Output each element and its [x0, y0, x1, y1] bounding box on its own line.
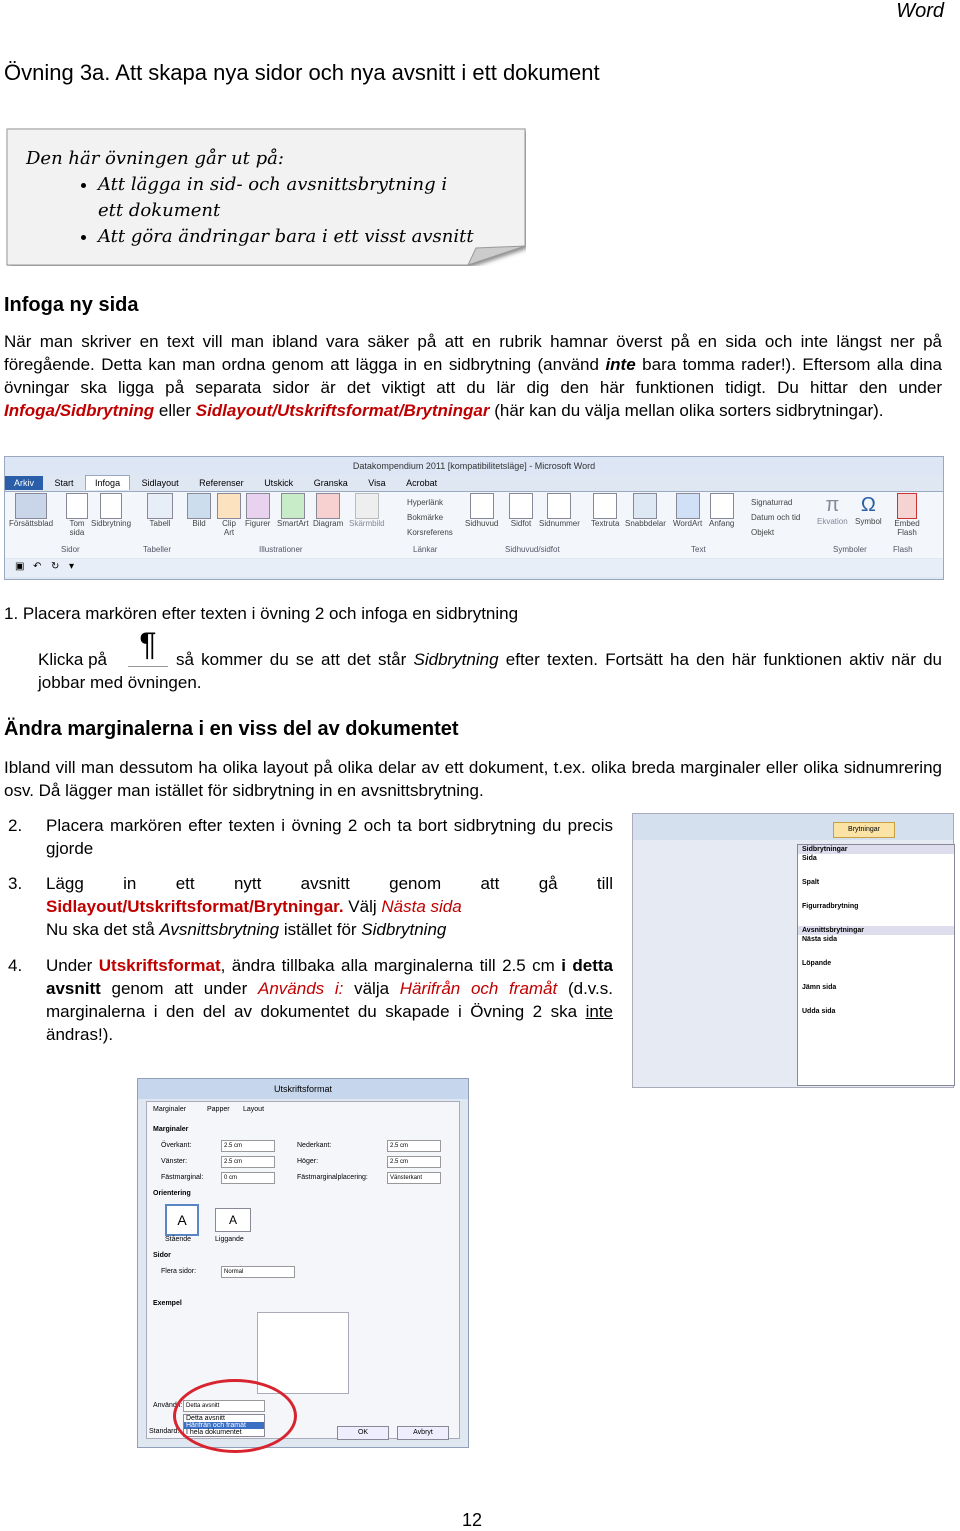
- ribbon-button[interactable]: π Ekvation: [817, 494, 848, 526]
- ribbon-window-title: Datakompendium 2011 [kompatibilitetsläge] - Microsoft Word: [5, 457, 943, 475]
- undo-icon[interactable]: ↶: [33, 561, 42, 572]
- text-run: inte: [585, 1002, 613, 1021]
- ribbon-button[interactable]: Sidnummer: [539, 493, 580, 528]
- redo-icon[interactable]: ↻: [51, 561, 60, 572]
- text-run: Välj: [343, 897, 382, 916]
- text-run: (d.v.s. marginalerna i den del av dokumentet du skapade i Övning 2 ska: [46, 979, 613, 1021]
- ribbon-tab[interactable]: Arkiv: [5, 476, 43, 490]
- bottom-margin-field[interactable]: 2.5 cm: [387, 1140, 441, 1152]
- ribbon-tab[interactable]: Granska: [313, 478, 348, 488]
- text-run: Avsnittsbrytning: [159, 920, 280, 939]
- right-margin-field[interactable]: 2.5 cm: [387, 1156, 441, 1168]
- landscape-icon[interactable]: A: [215, 1208, 251, 1232]
- preview-page: [257, 1312, 349, 1394]
- field-label: Flera sidor:: [161, 1268, 197, 1275]
- text-run: inte: [605, 355, 636, 374]
- landscape-label: Liggande: [215, 1236, 244, 1243]
- ribbon-group-label: Text: [691, 545, 706, 554]
- step-number: 4.: [8, 956, 23, 975]
- ribbon-button[interactable]: WordArt: [673, 493, 702, 528]
- group-label: Sidor: [153, 1252, 171, 1259]
- text-run: , ändra tillbaka alla marginalerna till 2.5 cm: [220, 956, 562, 975]
- text-run: Används i:: [258, 979, 344, 998]
- apply-to-select[interactable]: Detta avsnitt: [183, 1400, 265, 1412]
- cancel-button[interactable]: Avbryt: [397, 1426, 449, 1440]
- breaks-menu: [797, 844, 955, 1086]
- group-label: Orientering: [153, 1190, 191, 1197]
- ribbon-button[interactable]: Bild: [187, 493, 211, 528]
- ribbon-button[interactable]: Ω Symbol: [855, 494, 882, 526]
- dialog-tab[interactable]: Papper: [207, 1106, 230, 1113]
- menu-heading: Avsnittsbrytningar: [798, 926, 954, 935]
- ribbon-button[interactable]: SmartArt: [277, 493, 309, 528]
- step-number: 2.: [8, 816, 23, 835]
- ribbon-tab[interactable]: Referenser: [199, 478, 244, 488]
- field-label: Överkant:: [161, 1142, 192, 1149]
- field-label: Vänster:: [161, 1158, 188, 1165]
- breaks-menu-screenshot: [632, 813, 954, 1088]
- callout-item: • Att göra ändringar bara i ett visst avsnitt: [98, 224, 474, 250]
- ribbon-button[interactable]: Försättsblad: [9, 493, 53, 528]
- step-1-text: 1. Placera markören efter texten i övning 2 och infoga en sidbrytning: [4, 604, 519, 623]
- menu-item[interactable]: Löpande: [802, 960, 832, 967]
- text-run: efter texten. Fortsätt ha den här funktionen aktiv när du jobbar med övningen.: [38, 650, 942, 692]
- ribbon-group-label: Tabeller: [143, 545, 172, 554]
- step-3-text: [46, 872, 613, 941]
- menu-item[interactable]: Udda sida: [802, 1008, 836, 1015]
- quick-access-toolbar: [5, 559, 943, 577]
- menu-heading: Sidbrytningar: [798, 845, 954, 854]
- text-run: Utskriftsformat: [98, 956, 221, 975]
- ribbon-tabs: [5, 475, 943, 491]
- ribbon-strip: [633, 814, 953, 840]
- ribbon-button[interactable]: Figurer: [245, 493, 270, 528]
- ribbon-button[interactable]: Diagram: [313, 493, 343, 528]
- ribbon-button[interactable]: Sidhuvud: [465, 493, 498, 528]
- ribbon-tab[interactable]: Sidlayout: [141, 478, 179, 488]
- text-run: välja: [343, 979, 400, 998]
- section-paragraph: Ibland vill man dessutom ha olika layout på olika delar av ett dokument, t.ex. olika breda marginaler eller olika sidnumrering osv. Då lägger man istället för sidbrytning in en avsnittsbrytning.: [4, 758, 942, 800]
- field-label: Fästmarginalplacering:: [297, 1174, 368, 1181]
- text-run: Sidbrytning: [413, 650, 499, 669]
- menu-item[interactable]: Jämn sida: [802, 984, 837, 991]
- ribbon-button[interactable]: Embed Flash: [893, 493, 921, 537]
- text-run: (här kan du välja mellan olika sorters sidbrytningar).: [489, 401, 884, 420]
- menu-item[interactable]: Figurradbrytning: [802, 903, 859, 910]
- menu-item[interactable]: Sida: [802, 855, 817, 862]
- field-label: Använd i:: [153, 1402, 183, 1409]
- text-run: Under: [46, 956, 99, 975]
- dropdown-option[interactable]: I hela dokumentet: [186, 1429, 242, 1436]
- portrait-label: Stående: [165, 1236, 192, 1243]
- menu-item[interactable]: Nästa sida: [802, 936, 838, 943]
- gutter-field[interactable]: 0 cm: [221, 1172, 275, 1184]
- ribbon-group-label: Sidor: [61, 545, 80, 554]
- step-1-rest: [38, 648, 942, 694]
- multiple-pages-select[interactable]: Normal: [221, 1266, 295, 1278]
- ribbon-group-label: Symboler: [833, 545, 867, 554]
- text-run: Infoga/Sidbrytning: [4, 401, 155, 420]
- text-run: Lägg in ett nytt avsnitt genom att gå till: [46, 874, 613, 893]
- section-heading: Ändra marginalerna i en viss del av dokumentet: [4, 718, 459, 740]
- ribbon-tab[interactable]: Utskick: [264, 478, 294, 488]
- dialog-tab[interactable]: Marginaler: [153, 1106, 187, 1113]
- menu-item[interactable]: Spalt: [802, 879, 820, 886]
- ribbon-screenshot: [4, 456, 944, 580]
- ribbon-tab[interactable]: Infoga: [85, 475, 130, 490]
- text-run: Sidlayout/Utskriftsformat/Brytningar.: [46, 897, 344, 916]
- ribbon-button[interactable]: Skärmbild: [349, 493, 385, 528]
- gutter-position-select[interactable]: Vänsterkant: [387, 1172, 441, 1184]
- group-label: Marginaler: [153, 1126, 189, 1133]
- ribbon-tab[interactable]: Start: [54, 478, 74, 488]
- default-button[interactable]: Standard...: [149, 1428, 184, 1435]
- portrait-icon[interactable]: A: [165, 1204, 199, 1236]
- section-heading: Infoga ny sida: [4, 294, 139, 316]
- field-label: Nederkant:: [297, 1142, 332, 1149]
- left-margin-field[interactable]: 2.5 cm: [221, 1156, 275, 1168]
- ribbon-button[interactable]: Tom sida: [63, 493, 91, 537]
- ok-button[interactable]: OK: [337, 1426, 389, 1440]
- text-run: Nu ska det stå: [46, 920, 160, 939]
- section-paragraph: [4, 330, 942, 422]
- step-1-klicka: Klicka på: [38, 650, 107, 669]
- dropdown-option[interactable]: Detta avsnitt: [186, 1415, 225, 1422]
- text-run: När man skriver en text vill man ibland vara säker på att en rubrik hamnar överst på en sida och inte längst ner på föregående. Detta kan man ordna genom att lägga in en sidbrytning (använd: [4, 332, 942, 374]
- text-run: i detta avsnitt: [46, 956, 614, 998]
- header-app-name: Word: [896, 0, 944, 22]
- ribbon-group-label: Sidhuvud/sidfot: [505, 545, 560, 554]
- step-number: 3.: [8, 874, 23, 893]
- ribbon-tab[interactable]: Visa: [368, 478, 386, 488]
- ribbon-button[interactable]: Snabbdelar: [625, 493, 666, 528]
- page-setup-dialog: [137, 1078, 469, 1448]
- ribbon-button[interactable]: Sidfot: [509, 493, 533, 528]
- text-run: ändras!).: [46, 1025, 114, 1044]
- dialog-tab[interactable]: Layout: [243, 1106, 265, 1113]
- ribbon-group-label: Länkar: [413, 545, 438, 554]
- page-title: Övning 3a. Att skapa nya sidor och nya avsnitt i ett dokument: [4, 60, 600, 85]
- save-icon[interactable]: ▣: [15, 561, 25, 572]
- dropdown-option[interactable]: Härifrån och framåt: [184, 1422, 264, 1429]
- ribbon-button[interactable]: Clip Art: [217, 493, 241, 537]
- text-run: Sidlayout/Utskriftsformat/Brytningar: [195, 401, 490, 420]
- page-number: 12: [462, 1510, 483, 1530]
- text-run: Sidbrytning: [361, 920, 447, 939]
- text-run: Nästa sida: [381, 897, 462, 916]
- ribbon-text-group[interactable]: Signaturrad Datum och tid Objekt: [751, 498, 801, 537]
- dialog-title: Utskriftsformat: [138, 1079, 468, 1099]
- field-label: Fästmarginal:: [161, 1174, 204, 1181]
- ribbon-group-label: Flash: [893, 545, 913, 554]
- text-run: istället för: [279, 920, 362, 939]
- ribbon-button[interactable]: Tabell: [147, 493, 173, 528]
- group-label: Exempel: [153, 1300, 182, 1307]
- pilcrow-icon[interactable]: ¶: [128, 624, 168, 667]
- step-2-text: Placera markören efter texten i övning 2 och ta bort sidbrytning du precis gjorde: [46, 816, 613, 858]
- ribbon-button[interactable]: Anfang: [709, 493, 734, 528]
- text-run: Härifrån och framåt: [399, 979, 558, 998]
- text-run: eller: [154, 401, 196, 420]
- text-run: bara tomma rader!). Eftersom alla dina övningar ska ligga på separata sidor är det viktigt att du lär dig den här funktionen tidigt. Du hittar den under: [4, 355, 943, 397]
- ribbon-tab[interactable]: Acrobat: [406, 478, 438, 488]
- ribbon-group-label: Illustrationer: [259, 545, 303, 554]
- callout-item: • Att lägga in sid- och avsnittsbrytning i ett dokument: [98, 172, 458, 224]
- breaks-button[interactable]: Brytningar: [833, 822, 895, 838]
- text-run: så kommer du se att det står: [176, 650, 414, 669]
- step-4-text: [46, 954, 613, 1046]
- ribbon-button[interactable]: Sidbrytning: [91, 493, 131, 528]
- callout-box: [6, 128, 526, 266]
- top-margin-field[interactable]: 2.5 cm: [221, 1140, 275, 1152]
- callout-intro: Den här övningen går ut på:: [26, 148, 284, 169]
- ribbon-button[interactable]: Textruta: [591, 493, 619, 528]
- text-run: genom att under: [100, 979, 258, 998]
- highlight-circle: [173, 1379, 297, 1453]
- customize-icon[interactable]: ▾: [69, 561, 75, 572]
- field-label: Höger:: [297, 1158, 319, 1165]
- ribbon-link-group[interactable]: Hyperlänk Bokmärke Korsreferens: [407, 498, 453, 537]
